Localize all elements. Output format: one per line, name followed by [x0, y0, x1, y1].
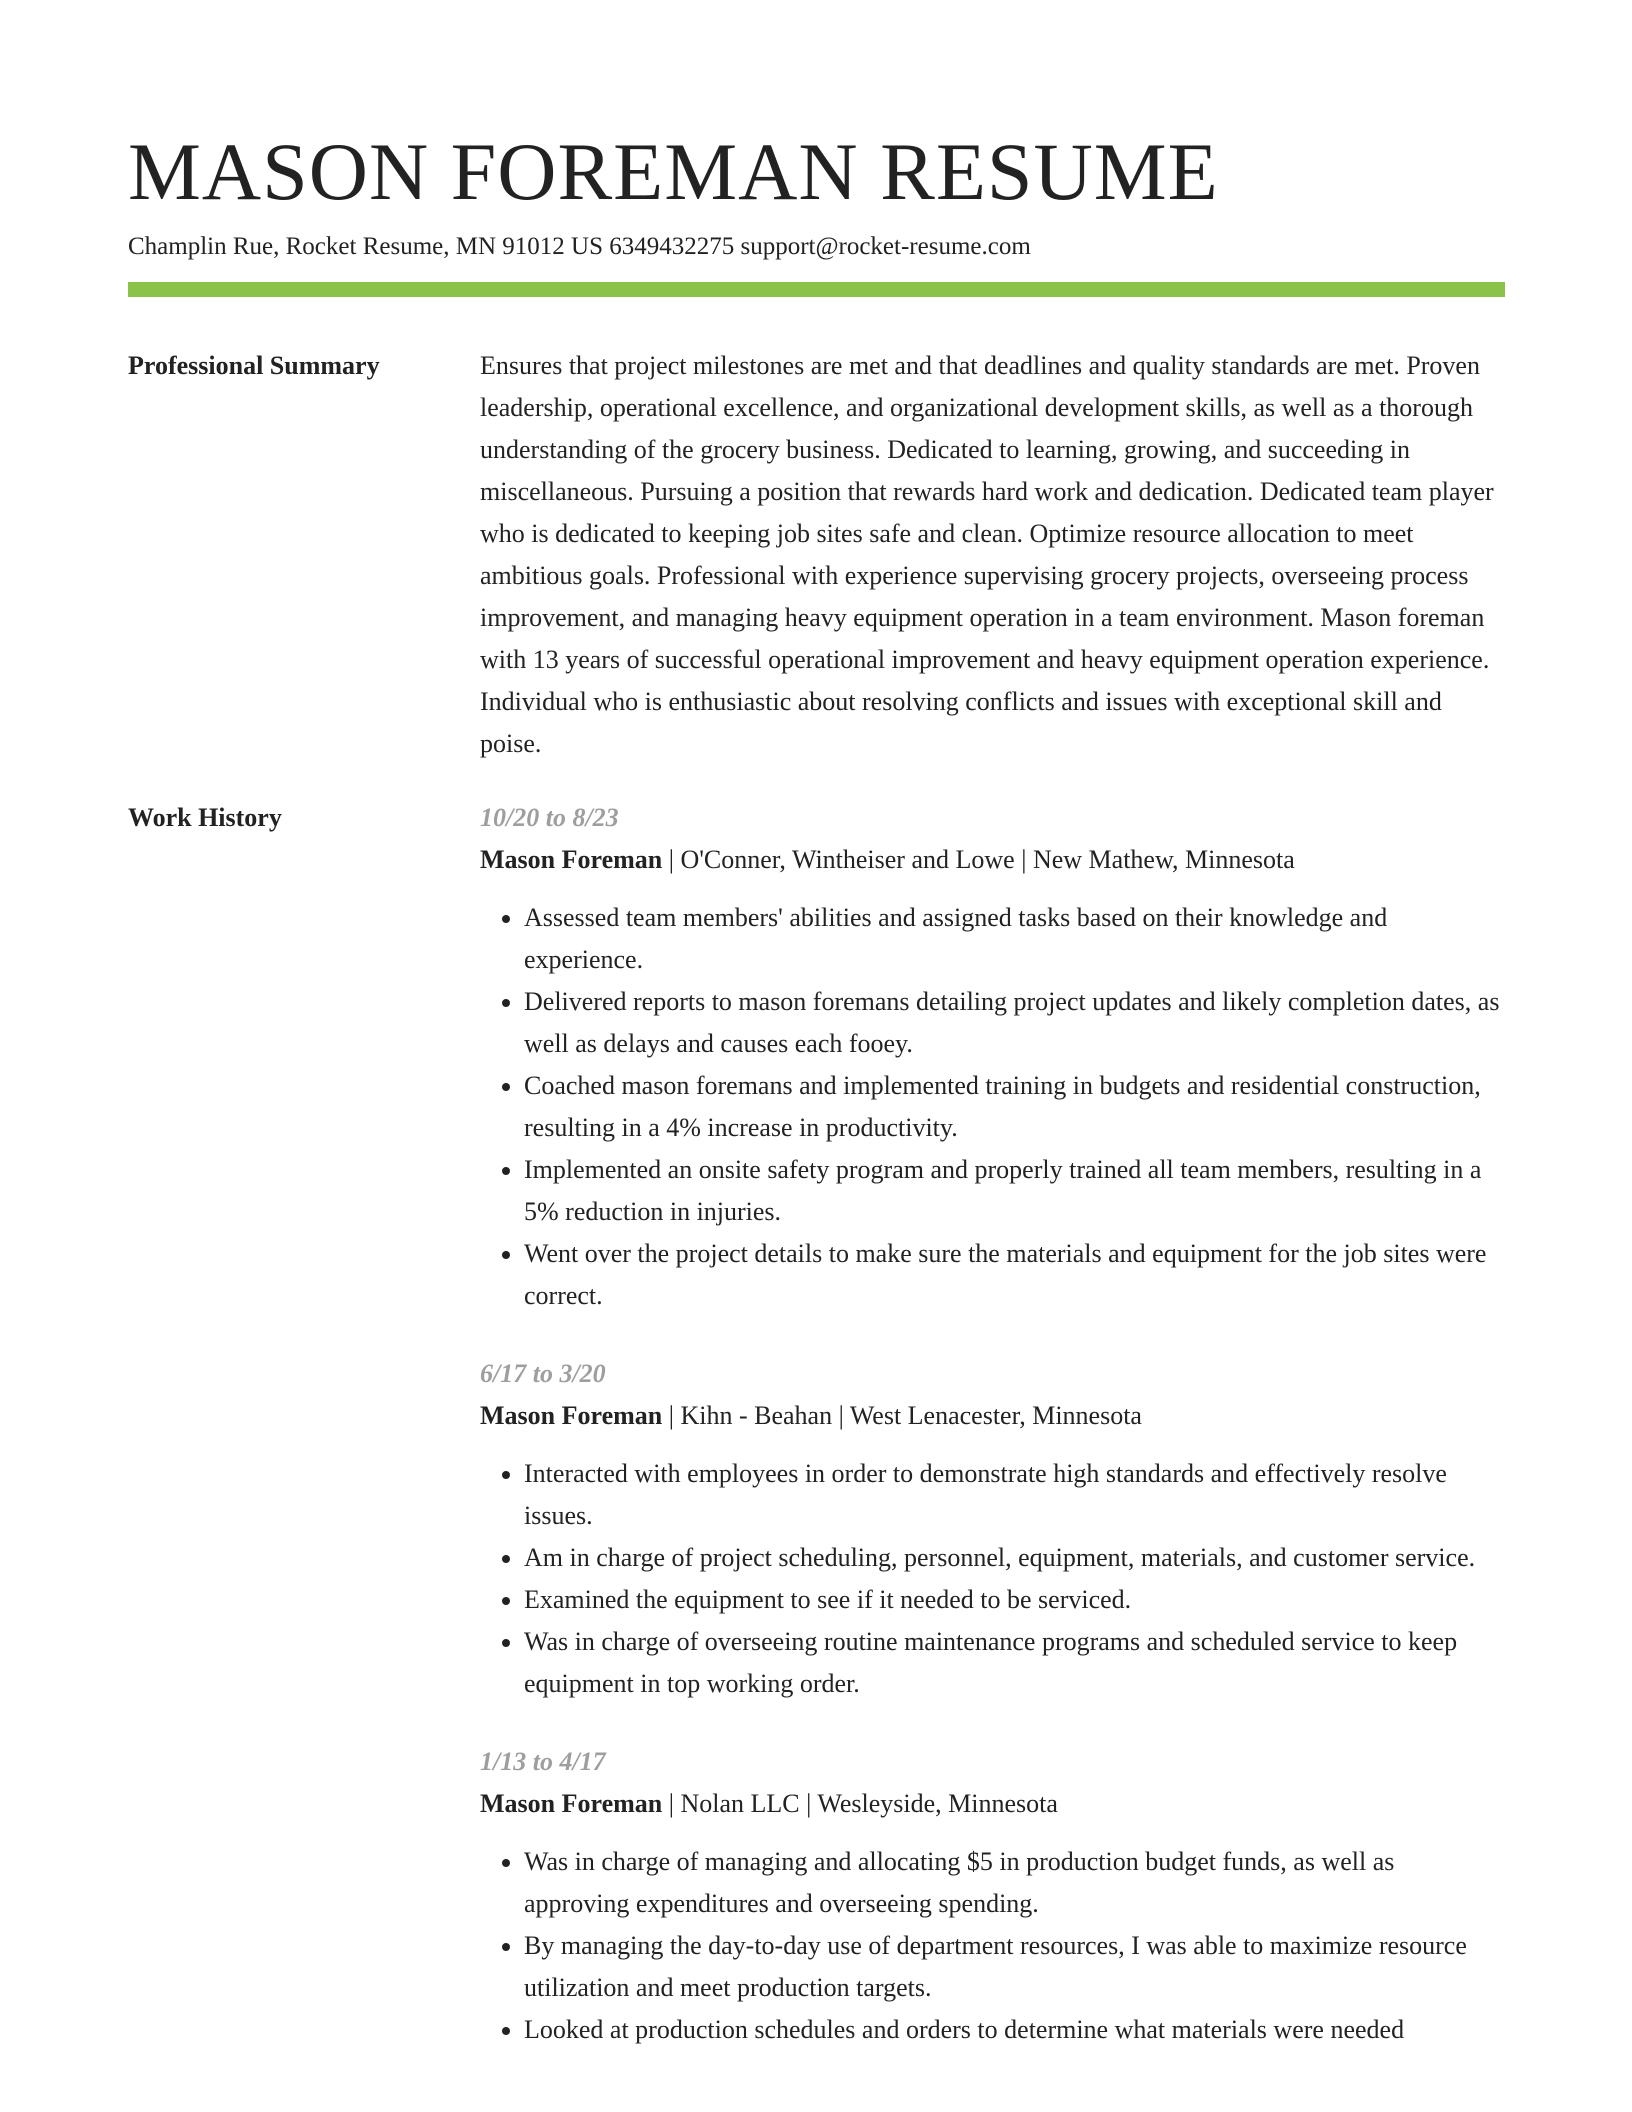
job-title: Mason Foreman [480, 1789, 663, 1818]
job-title: Mason Foreman [480, 1401, 663, 1430]
job-bullet: • Implemented an onsite safety program and properly trained all team members, resulting in a 5% reduction in injuries. [524, 1149, 1505, 1233]
job-location: | New Mathew, Minnesota [1015, 845, 1295, 874]
job-heading [480, 1395, 1505, 1437]
job-entry [480, 797, 1505, 1317]
job-bullet: • Coached mason foremans and implemented training in budgets and residential construction, resulting in a 4% increase in productivity. [524, 1065, 1505, 1149]
summary-body [480, 345, 1505, 765]
job-heading [480, 839, 1505, 881]
job-dates: 10/20 to 8/23 [480, 803, 619, 832]
job-bullet: • Delivered reports to mason foremans detailing project updates and likely completion dates, as well as delays and causes each fooey. [524, 981, 1505, 1065]
summary-section [128, 345, 1505, 765]
contact-phone: 6349432275 [609, 233, 735, 260]
contact-email: support@rocket-resume.com [740, 233, 1031, 260]
job-dates: 1/13 to 4/17 [480, 1747, 606, 1776]
job-bullet: • Interacted with employees in order to demonstrate high standards and effectively resolve issues. [524, 1453, 1505, 1537]
job-company: | Kihn - Beahan [662, 1401, 832, 1430]
job-location: | Wesleyside, Minnesota [800, 1789, 1058, 1818]
job-entry [480, 1741, 1505, 2051]
summary-heading: Professional Summary [128, 351, 380, 380]
job-location: | West Lenacester, Minnesota [832, 1401, 1142, 1430]
work-history-heading: Work History [128, 803, 282, 832]
job-dates: 6/17 to 3/20 [480, 1359, 606, 1388]
contact-line [128, 230, 1505, 264]
job-bullet: • Assessed team members' abilities and assigned tasks based on their knowledge and experience. [524, 897, 1505, 981]
work-history-body [480, 797, 1505, 2087]
job-bullet: • Examined the equipment to see if it needed to be serviced. [524, 1579, 1505, 1621]
job-bullet-list [480, 1453, 1505, 1705]
summary-text: Ensures that project milestones are met and that deadlines and quality standards are met. Proven leadership, operational excellence, and organizational development skills, as well as a thorough understanding of the grocery business. Dedicated to learning, growing, and succeeding in miscellaneous. Pursuing a position that rewards hard work and dedication. Dedicated team player who is dedicated to keeping job sites safe and clean. Optimize resource allocation to meet ambitious goals. Professional with experience supervising grocery projects, overseeing process improvement, and managing heavy equipment operation in a team environment. Mason foreman with 13 years of successful operational improvement and heavy equipment operation experience. Individual who is enthusiastic about resolving conflicts and issues with exceptional skill and poise. [480, 351, 1494, 758]
resume-page [128, 124, 1505, 2087]
work-history-section [128, 797, 1505, 2087]
resume-title: MASON FOREMAN RESUME [128, 126, 1219, 217]
job-bullet: • Looked at production schedules and orders to determine what materials were needed [524, 2009, 1505, 2051]
job-bullet: • Am in charge of project scheduling, personnel, equipment, materials, and customer service. [524, 1537, 1505, 1579]
job-title: Mason Foreman [480, 845, 663, 874]
job-bullet-list [480, 897, 1505, 1317]
job-bullet: • Was in charge of overseeing routine maintenance programs and scheduled service to keep equipment in top working order. [524, 1621, 1505, 1705]
header-divider [128, 282, 1505, 297]
job-company: | O'Conner, Wintheiser and Lowe [662, 845, 1014, 874]
contact-address: Champlin Rue, Rocket Resume, MN 91012 US [128, 233, 603, 260]
job-bullet: • Was in charge of managing and allocating $5 in production budget funds, as well as approving expenditures and overseeing spending. [524, 1841, 1505, 1925]
job-bullet-list [480, 1841, 1505, 2051]
job-bullet: • Went over the project details to make sure the materials and equipment for the job sites were correct. [524, 1233, 1505, 1317]
job-company: | Nolan LLC [662, 1789, 799, 1818]
job-entry [480, 1353, 1505, 1705]
job-bullet: • By managing the day-to-day use of department resources, I was able to maximize resource utilization and meet production targets. [524, 1925, 1505, 2009]
job-heading [480, 1783, 1505, 1825]
